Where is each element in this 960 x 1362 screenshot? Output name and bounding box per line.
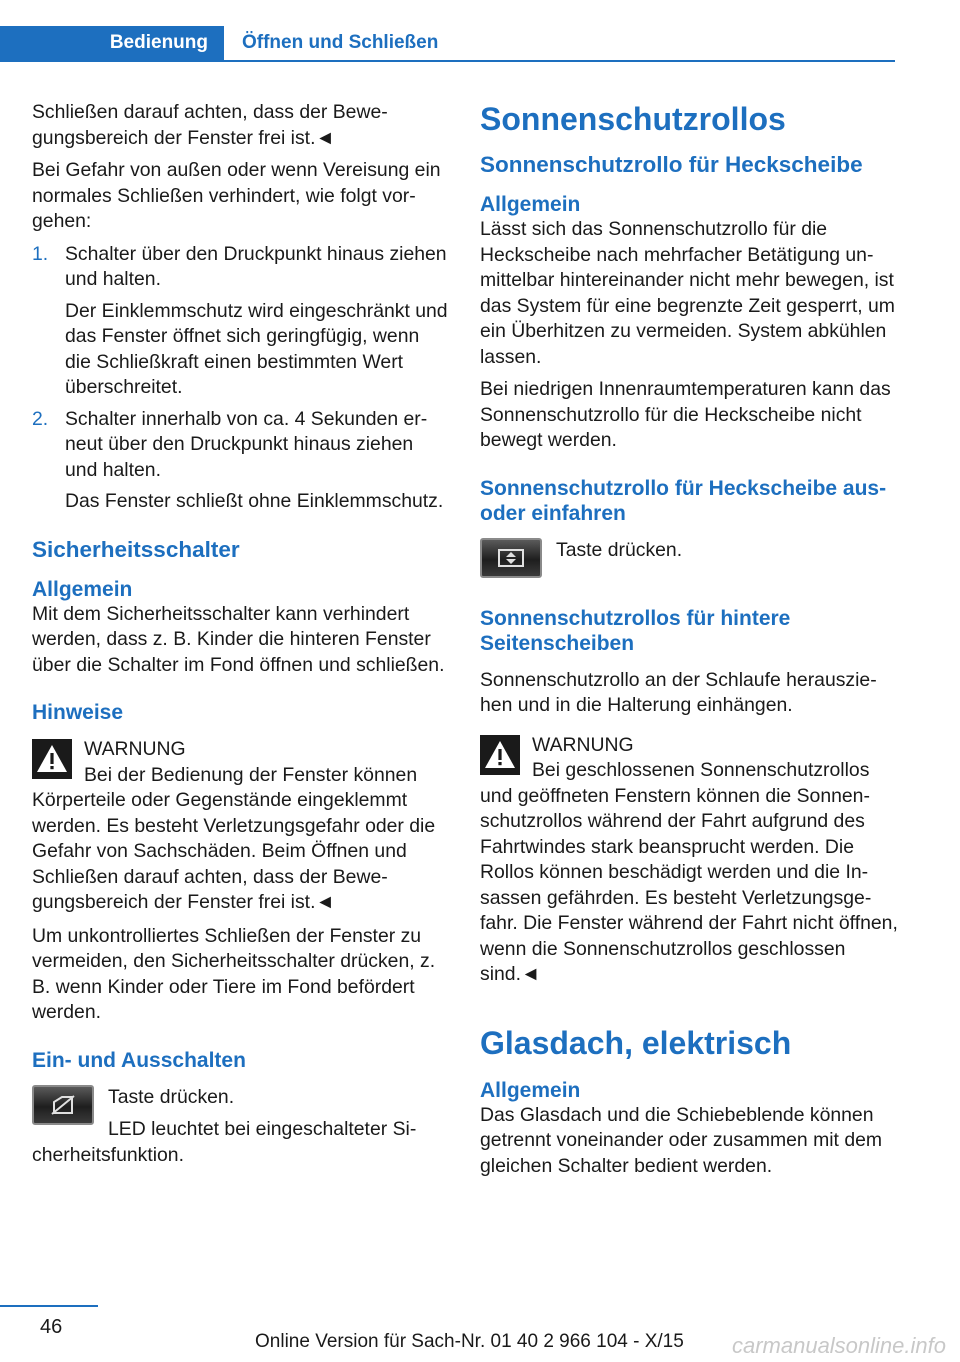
right-column (480, 100, 898, 1186)
heading-allgemein-glasdach: Allgemein (480, 1078, 581, 1102)
safety-paragraph: Um unkontrolliertes Schließen der Fenster zu vermeiden, den Sicherheitsschalter drücken, z. B. wenn Kinder oder Tiere im Fond befördert werden. (32, 924, 436, 1023)
allgemein-paragraph-2: Bei niedrigen Innenraumtemperaturen kann das Sonnenschutzrollo für die Heckscheibe nicht bewegt werden. (480, 378, 891, 451)
button-instruction (480, 538, 898, 584)
footer-divider (0, 1305, 98, 1307)
safety-switch-button-icon (32, 1085, 94, 1125)
warning-title: WARNUNG (532, 733, 634, 756)
step-text: Schalter über den Druckpunkt hinaus ziehen und halten. (65, 242, 447, 290)
step-number: 1. (32, 242, 49, 265)
page-number: 46 (40, 1316, 63, 1338)
warning-block (480, 733, 898, 988)
heading-allgemein: Allgemein (480, 193, 581, 216)
page-header (0, 26, 895, 62)
heading-heckscheibe: Sonnenschutzrollo für Heckscheibe (480, 152, 863, 177)
footer-version: Online Version für Sach-Nr. 01 40 2 966 104 - X/15 (255, 1331, 684, 1352)
led-paragraph: LED leuchtet bei eingeschalteter Sicherheitsfunktion. (32, 1118, 417, 1166)
warning-text: Bei der Bedienung der Fenster können Körperteile oder Gegenstände eingeklemmt werden. Es besteht Verletzungsgefahr oder die Gefahr von Sachschäden. Beim Öffnen und Schließen darauf achten, dass der Bewegungsbereich der Fenster frei ist.◄ (32, 763, 436, 913)
intro-paragraph-1: Schließen darauf achten, dass der Bewegungsbereich der Fenster frei ist.◄ (32, 101, 388, 149)
seitenscheiben-paragraph: Sonnenschutzrollo an der Schlaufe herausziehen und in die Halterung einhängen. (480, 668, 877, 716)
warning-block (32, 737, 450, 916)
heading-allgemein: Allgemein (32, 577, 133, 601)
heading-aus-einfahren: Sonnenschutzrollo für Heckscheibe aus- oder einfahren (480, 476, 887, 525)
taste-druecken-text: Taste drücken. (556, 538, 683, 561)
step-number: 2. (32, 407, 49, 430)
warning-icon (480, 735, 520, 775)
step-note: Das Fenster schließt ohne Einklemmschutz. (65, 490, 444, 512)
heading-glasdach: Glasdach, elektrisch (480, 1024, 792, 1061)
heading-seitenscheiben: Sonnenschutzrollos für hintere Seitenscheiben (480, 606, 791, 655)
taste-druecken-text: Taste drücken. (108, 1085, 235, 1108)
warning-icon (32, 739, 72, 779)
step-note: Der Einklemmschutz wird eingeschränkt und das Fenster öffnet sich geringfügig, wenn die Schließkraft einen bestimmten Wert überschreitet. (65, 299, 448, 398)
tab-bedienung[interactable]: Bedienung (0, 26, 224, 60)
warning-text: Bei geschlossenen Sonnenschutzrollos und geöffneten Fenstern können die Sonnenschutzrollos während der Fahrt aufgrund des Fahrtwindes stark beansprucht werden. Die Rollos können beschädigt werden und die Insassen gefährden. Es besteht Verletzungsgefahr. Die Fenster während der Fahrt nicht öffnen, wenn die Sonnenschutzrollos geschlossen sind.◄ (480, 759, 898, 985)
allgemein-paragraph: Mit dem Sicherheitsschalter kann verhindert werden, dass z. B. Kinder die hinteren Fenster über die Schalter im Fond öffnen und schließen. (32, 602, 445, 676)
intro-paragraph-2: Bei Gefahr von außen oder wenn Vereisung ein normales Schließen verhindert, wie folgt vorgehen: (32, 159, 441, 232)
step-text: Schalter innerhalb von ca. 4 Sekunden erneut über den Druckpunkt hinaus ziehen und halten. (65, 407, 428, 481)
glasdach-paragraph: Das Glasdach und die Schiebeblende können getrennt voneinander oder zusammen mit dem gleichen Schalter bedient werden. (480, 1103, 883, 1177)
allgemein-paragraph-1: Lässt sich das Sonnenschutzrollo für die Heckscheibe nach mehrfacher Betätigung unmittelbar hintereinander nicht mehr bewegen, ist das System für eine begrenzte Zeit gesperrt, um ein Überhitzen zu vermeiden. System abkühlen lassen. (480, 218, 895, 368)
heading-hinweise: Hinweise (32, 701, 124, 724)
heading-ein-ausschalten: Ein- und Ausschalten (32, 1048, 246, 1072)
sunblind-button-icon (480, 538, 542, 578)
warning-title: WARNUNG (84, 738, 186, 760)
tab-oeffnen-schliessen[interactable]: Öffnen und Schließen (242, 32, 439, 53)
steps-list (32, 242, 450, 515)
heading-sonnenschutzrollos: Sonnenschutzrollos (480, 101, 786, 137)
button-instruction (32, 1085, 450, 1169)
header-divider (0, 60, 895, 62)
heading-sicherheitsschalter: Sicherheitsschalter (32, 536, 240, 562)
watermark: carmanualsonline.info (731, 1333, 946, 1358)
list-item (32, 242, 450, 401)
list-item (32, 407, 450, 515)
left-column (32, 100, 450, 1175)
